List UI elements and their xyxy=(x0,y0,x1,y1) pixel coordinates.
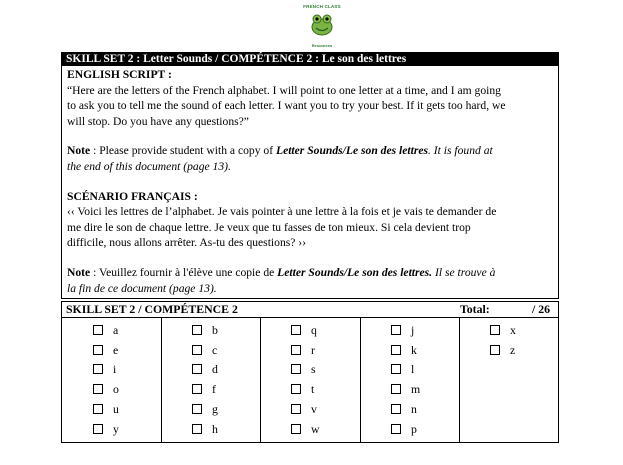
letter-label: s xyxy=(311,362,316,376)
letter-label: b xyxy=(212,323,218,337)
letter-item xyxy=(391,382,420,402)
letter-item xyxy=(490,343,515,363)
letter-label: a xyxy=(113,323,119,337)
checkbox[interactable] xyxy=(93,325,103,335)
letter-item xyxy=(192,382,216,402)
letter-label: u xyxy=(113,402,119,416)
english-line-1: “Here are the letters of the French alphabet. I will point to one letter at a time, and I am going xyxy=(67,83,501,97)
letter-label: i xyxy=(113,362,117,376)
letter-item xyxy=(391,343,417,363)
letter-label: o xyxy=(113,382,119,396)
letter-column xyxy=(459,318,558,442)
checkbox[interactable] xyxy=(291,404,301,414)
letter-label: k xyxy=(411,343,417,357)
letter-label: v xyxy=(311,402,317,416)
english-note xyxy=(67,143,553,159)
letter-label: p xyxy=(411,422,417,436)
checkbox[interactable] xyxy=(391,424,401,434)
letter-item xyxy=(93,422,119,442)
letter-item xyxy=(93,343,118,363)
letter-item xyxy=(93,323,118,343)
letter-label: e xyxy=(113,343,119,357)
letter-label: g xyxy=(212,402,218,416)
letter-item xyxy=(291,422,320,442)
checkbox[interactable] xyxy=(291,325,301,335)
letter-label: h xyxy=(212,422,218,436)
checkbox[interactable] xyxy=(490,345,500,355)
letter-item xyxy=(391,323,414,343)
letter-grid xyxy=(62,318,558,442)
checklist-header xyxy=(62,302,558,318)
total-value: / 26 xyxy=(531,302,550,316)
checkbox[interactable] xyxy=(93,364,103,374)
checkbox[interactable] xyxy=(391,345,401,355)
checkbox[interactable] xyxy=(291,364,301,374)
letter-label: r xyxy=(311,343,315,357)
note-text: : Please provide student with a copy of xyxy=(90,144,276,158)
note-title: Letter Sounds/Le son des lettres. xyxy=(277,265,433,279)
checkbox[interactable] xyxy=(291,345,301,355)
letter-item xyxy=(391,402,417,422)
letter-label: w xyxy=(311,422,320,436)
letter-column xyxy=(260,318,361,442)
letter-item xyxy=(291,382,314,402)
letter-item xyxy=(291,343,315,363)
logo-bottom-text: Resources xyxy=(311,43,333,48)
letter-item xyxy=(192,343,217,363)
checklist-title: SKILL SET 2 / COMPÉTENCE 2 xyxy=(66,302,238,316)
checkbox[interactable] xyxy=(192,384,202,394)
letter-item xyxy=(192,402,218,422)
checkbox[interactable] xyxy=(93,345,103,355)
letter-label: q xyxy=(311,323,317,337)
letter-item xyxy=(93,382,119,402)
french-heading: SCÉNARIO FRANÇAIS : xyxy=(67,189,198,203)
letter-label: y xyxy=(113,422,119,436)
checkbox[interactable] xyxy=(93,404,103,414)
checkbox[interactable] xyxy=(192,404,202,414)
checkbox[interactable] xyxy=(391,364,401,374)
checkbox[interactable] xyxy=(391,384,401,394)
letter-item xyxy=(391,422,417,442)
checkbox[interactable] xyxy=(391,325,401,335)
total-label: Total: xyxy=(460,302,490,316)
letter-item xyxy=(291,323,317,343)
script-section xyxy=(61,52,559,299)
french-note-line-2: la fin de ce document (page 13). xyxy=(67,281,217,295)
english-note-line-2: the end of this document (page 13). xyxy=(67,159,231,173)
letter-label: f xyxy=(212,382,216,396)
checkbox[interactable] xyxy=(291,424,301,434)
letter-label: d xyxy=(212,362,218,376)
letter-label: j xyxy=(411,323,415,337)
letter-column xyxy=(360,318,460,442)
note-text-italic: . It is found at xyxy=(428,144,493,158)
letter-item xyxy=(391,362,414,382)
letter-item xyxy=(192,422,218,442)
letter-label: m xyxy=(411,382,421,396)
letter-item xyxy=(291,362,316,382)
french-note xyxy=(67,265,553,281)
section-header: SKILL SET 2 : Letter Sounds / COMPÉTENCE 2 : Le son des lettres xyxy=(62,53,558,66)
english-heading: ENGLISH SCRIPT : xyxy=(67,68,172,81)
checkbox[interactable] xyxy=(93,384,103,394)
english-line-3: will stop. Do you have any questions?” xyxy=(67,114,249,128)
checkbox[interactable] xyxy=(391,404,401,414)
letter-item xyxy=(490,323,516,343)
french-line-3: difficile, nous allons arrêter. As-tu des questions? ›› xyxy=(67,236,307,250)
letter-label: c xyxy=(212,343,218,357)
letter-label: l xyxy=(411,362,415,376)
french-class-logo xyxy=(302,4,342,48)
checkbox[interactable] xyxy=(192,424,202,434)
note-label: Note xyxy=(67,144,91,158)
checkbox[interactable] xyxy=(490,325,500,335)
letter-item xyxy=(192,323,218,343)
letter-item xyxy=(291,402,317,422)
checklist-section xyxy=(61,301,559,443)
french-line-1: ‹‹ Voici les lettres de l’alphabet. Je vais pointer à une lettre à la fois et je vais te demander de xyxy=(67,205,497,219)
checkbox[interactable] xyxy=(192,345,202,355)
letter-item xyxy=(93,402,119,422)
logo-top-text: FRENCH CLASS xyxy=(303,4,341,9)
letter-item xyxy=(192,362,218,382)
english-line-2: to ask you to tell me the sound of each letter. I want you to try your best. If it gets too hard, we xyxy=(67,99,506,113)
checkbox[interactable] xyxy=(192,364,202,374)
note-title: Letter Sounds/Le son des lettres xyxy=(275,144,428,158)
checkbox[interactable] xyxy=(291,384,301,394)
note-text: : Veuillez fournir à l'élève une copie de xyxy=(90,265,278,279)
note-label: Note xyxy=(67,265,91,279)
frog-icon xyxy=(309,12,335,38)
letter-item xyxy=(93,362,116,382)
french-line-2: me dire le son de chaque lettre. Je veux que tu fasses de ton mieux. Si cela devient trop xyxy=(67,220,471,234)
note-text-italic: Il se trouve à xyxy=(432,265,496,279)
letter-column xyxy=(161,318,261,442)
checkbox[interactable] xyxy=(192,325,202,335)
letter-label: n xyxy=(411,402,417,416)
letter-column xyxy=(62,318,162,442)
letter-label: z xyxy=(510,343,516,357)
letter-label: t xyxy=(311,382,315,396)
checkbox[interactable] xyxy=(93,424,103,434)
letter-label: x xyxy=(510,323,516,337)
